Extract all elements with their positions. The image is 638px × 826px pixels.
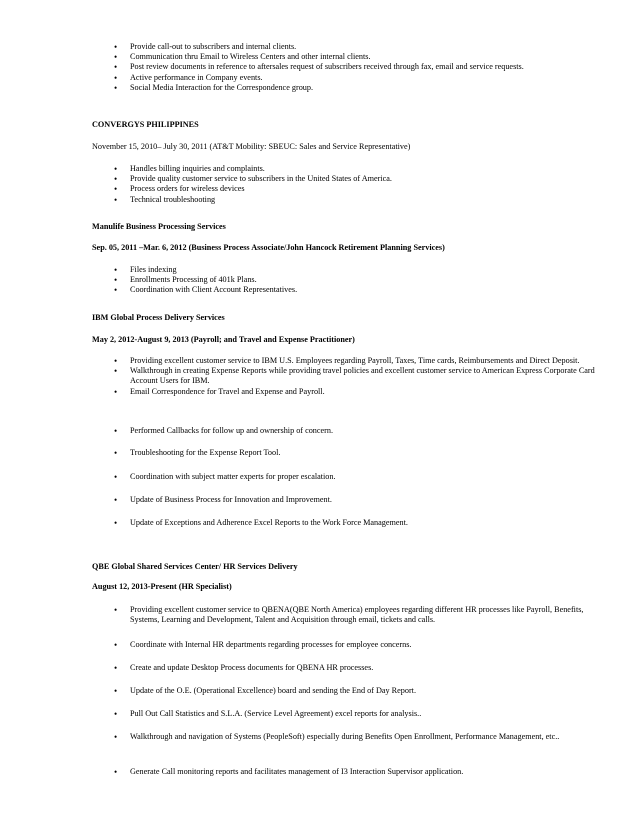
job-duties-list bbox=[114, 686, 614, 696]
list-item: • Coordination with Client Account Representatives. bbox=[114, 285, 614, 295]
company-heading: QBE Global Shared Services Center/ HR Services Delivery bbox=[92, 562, 298, 571]
job-duties-list bbox=[114, 495, 614, 505]
job-duties-list bbox=[114, 732, 614, 742]
job-duties-list bbox=[114, 356, 614, 397]
company-heading: Manulife Business Processing Services bbox=[92, 222, 226, 231]
list-item: • Update of the O.E. (Operational Excellence) board and sending the End of Day Report. bbox=[114, 686, 614, 696]
job-duties-list bbox=[114, 709, 614, 719]
job-duties-list bbox=[114, 448, 614, 458]
list-item: • Walkthrough in creating Expense Reports while providing travel policies and excellent customer service to American Express Corporate Card Account Users for IBM. bbox=[114, 366, 614, 386]
job-period: August 12, 2013-Present (HR Specialist) bbox=[92, 582, 232, 591]
list-item: • Active performance in Company events. bbox=[114, 73, 614, 83]
list-item: • Update of Business Process for Innovation and Improvement. bbox=[114, 495, 614, 505]
job-duties-list bbox=[114, 518, 614, 528]
list-item: • Process orders for wireless devices bbox=[114, 184, 614, 194]
list-item: • Provide quality customer service to subscribers in the United States of America. bbox=[114, 174, 614, 184]
job-duties-list bbox=[114, 164, 614, 205]
list-item: • Update of Exceptions and Adherence Excel Reports to the Work Force Management. bbox=[114, 518, 614, 528]
list-item: • Providing excellent customer service to IBM U.S. Employees regarding Payroll, Taxes, Time cards, Reimbursements and Direct Deposit. bbox=[114, 356, 614, 366]
company-heading: IBM Global Process Delivery Services bbox=[92, 313, 225, 322]
list-item: • Technical troubleshooting bbox=[114, 195, 614, 205]
list-item: • Social Media Interaction for the Correspondence group. bbox=[114, 83, 614, 93]
list-item: • Email Correspondence for Travel and Expense and Payroll. bbox=[114, 387, 614, 397]
list-item: • Generate Call monitoring reports and facilitates management of I3 Interaction Supervisor application. bbox=[114, 767, 614, 777]
job-duties-list bbox=[114, 472, 614, 482]
list-item: • Provide call-out to subscribers and internal clients. bbox=[114, 42, 614, 52]
job-duties-list bbox=[114, 663, 614, 673]
job-period: May 2, 2012-August 9, 2013 (Payroll; and Travel and Expense Practitioner) bbox=[92, 335, 355, 344]
job-duties-list bbox=[114, 640, 614, 650]
list-item: • Walkthrough and navigation of Systems (PeopleSoft) especially during Benefits Open Enrollment, Performance Management, etc.. bbox=[114, 732, 614, 742]
intro-duties-list bbox=[114, 42, 614, 93]
list-item: • Troubleshooting for the Expense Report Tool. bbox=[114, 448, 614, 458]
list-item: • Communication thru Email to Wireless Centers and other internal clients. bbox=[114, 52, 614, 62]
list-item: • Coordinate with Internal HR departments regarding processes for employee concerns. bbox=[114, 640, 614, 650]
job-period: November 15, 2010– July 30, 2011 (AT&T Mobility: SBEUC: Sales and Service Representative) bbox=[92, 142, 411, 151]
list-item: • Files indexing bbox=[114, 265, 614, 275]
list-item: • Create and update Desktop Process documents for QBENA HR processes. bbox=[114, 663, 614, 673]
list-item: • Coordination with subject matter experts for proper escalation. bbox=[114, 472, 614, 482]
list-item: • Providing excellent customer service to QBENA(QBE North America) employees regarding different HR processes like Payroll, Benefits, Systems, Learning and Development, Talent and Acquisition through email, tickets and calls. bbox=[114, 605, 614, 625]
job-period: Sep. 05, 2011 –Mar. 6, 2012 (Business Process Associate/John Hancock Retirement Planning Services) bbox=[92, 243, 445, 252]
list-item: • Enrollments Processing of 401k Plans. bbox=[114, 275, 614, 285]
list-item: • Post review documents in reference to aftersales request of subscribers received through fax, email and service requests. bbox=[114, 62, 614, 72]
list-item: • Handles billing inquiries and complaints. bbox=[114, 164, 614, 174]
company-heading: CONVERGYS PHILIPPINES bbox=[92, 120, 199, 129]
list-item: • Pull Out Call Statistics and S.L.A. (Service Level Agreement) excel reports for analysis.. bbox=[114, 709, 614, 719]
job-duties-list bbox=[114, 265, 614, 296]
job-duties-list bbox=[114, 605, 614, 625]
job-duties-list bbox=[114, 426, 614, 436]
job-duties-list bbox=[114, 767, 614, 777]
list-item: • Performed Callbacks for follow up and ownership of concern. bbox=[114, 426, 614, 436]
